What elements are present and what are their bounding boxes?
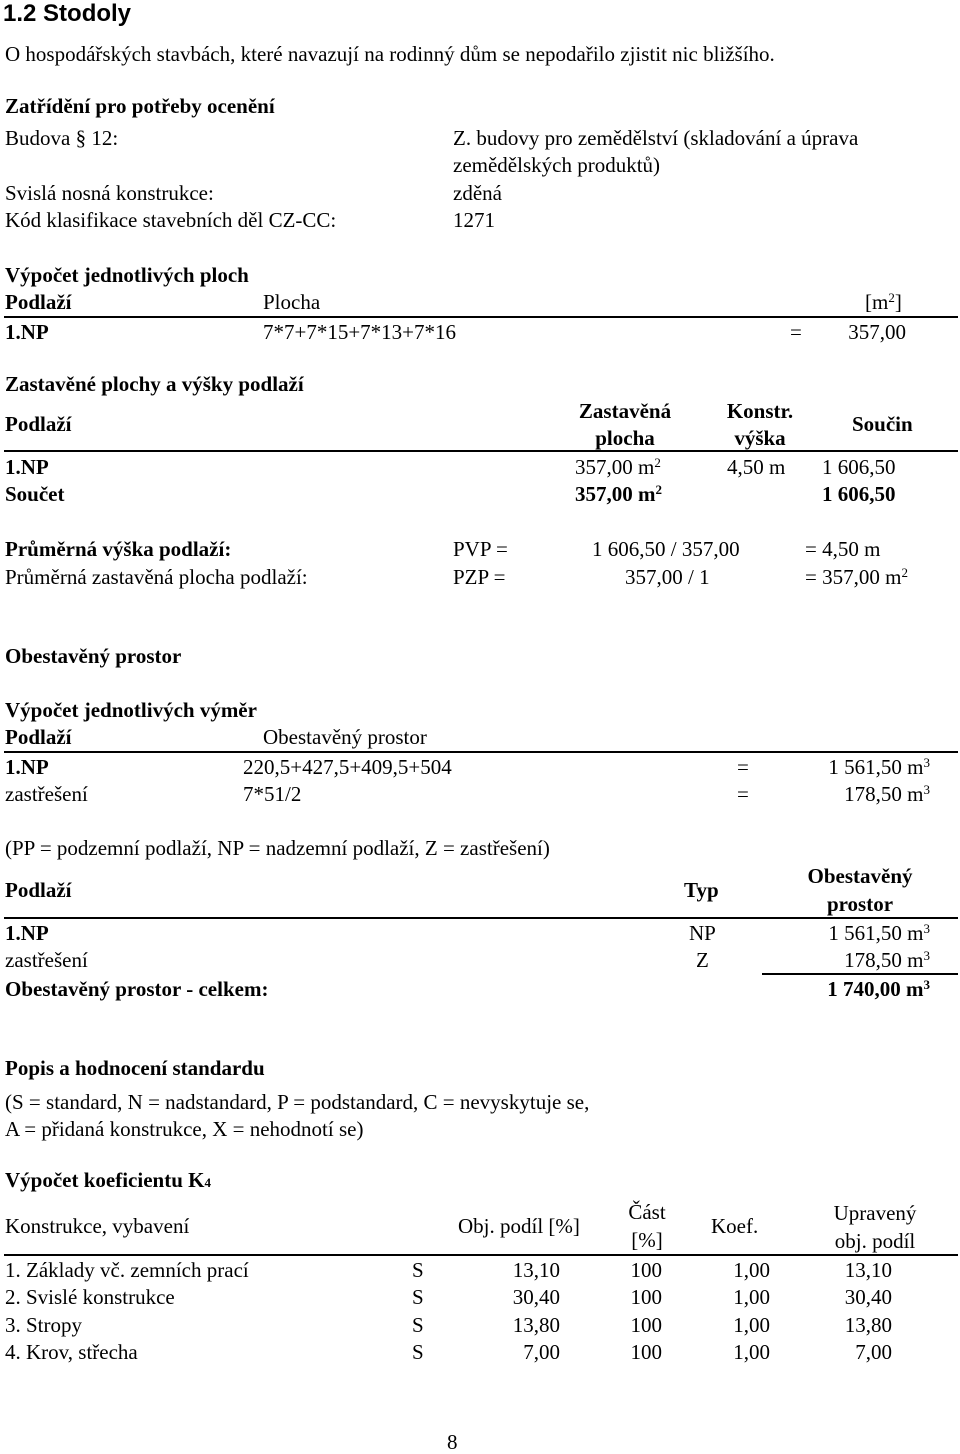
areas-row-eq: = xyxy=(790,320,802,344)
k4-row-adjusted: 30,40 xyxy=(844,1285,892,1309)
k4-row-name: 3. Stropy xyxy=(5,1313,83,1337)
volume-row-floor: 1.NP xyxy=(5,755,49,779)
k4-row-name: 2. Svislé konstrukce xyxy=(5,1285,175,1309)
k4-row-part: 100 xyxy=(630,1258,662,1282)
k4-col-adjusted-2: obj. podíl xyxy=(834,1229,916,1253)
volume-col-floor: Podlaží xyxy=(5,725,72,749)
volume-subtitle: Výpočet jednotlivých výměr xyxy=(5,698,257,722)
summary-col-volume-1: Obestavěný xyxy=(807,864,913,888)
k4-row-name: 4. Krov, střecha xyxy=(5,1340,138,1364)
areas-row-value: 357,00 xyxy=(848,320,906,344)
avg-height-result: = 4,50 m xyxy=(805,537,881,561)
avg-height-code: PVP = xyxy=(453,537,508,561)
volume-header-rule xyxy=(4,751,958,753)
summary-col-floor: Podlaží xyxy=(5,878,72,902)
areas-col-area: Plocha xyxy=(263,290,321,314)
standard-legend-1: (S = standard, N = nadstandard, P = podstandard, C = nevyskytuje se, xyxy=(5,1090,590,1114)
areas-header-rule xyxy=(4,316,958,318)
areas-row-formula: 7*7+7*15+7*13+7*16 xyxy=(263,320,457,344)
areas-title: Výpočet jednotlivých ploch xyxy=(5,263,249,287)
k4-row-part: 100 xyxy=(630,1285,662,1309)
k4-row-share: 13,10 xyxy=(512,1258,560,1282)
built-col-area-1: Zastavěná xyxy=(578,399,672,423)
built-row-area: 357,00 $m^2$ xyxy=(575,455,661,479)
summary-total-label: Obestavěný prostor - celkem: xyxy=(5,977,269,1001)
summary-total-value: 1 740,00 $m^3$ xyxy=(827,977,930,1001)
summary-row-floor: 1.NP xyxy=(5,921,49,945)
volume-row-eq: = xyxy=(737,755,749,779)
k4-row-coef: 1,00 xyxy=(733,1258,770,1282)
k4-header-rule xyxy=(4,1254,958,1256)
building-label: Budova § 12: xyxy=(5,126,119,150)
built-row-height: 4,50 m xyxy=(727,455,786,479)
standard-title: Popis a hodnocení standardu xyxy=(5,1056,265,1080)
building-value-line1: Z. budovy pro zemědělství (skladování a úprava xyxy=(453,126,859,150)
k4-row-coef: 1,00 xyxy=(733,1313,770,1337)
volume-row-floor: zastřešení xyxy=(5,782,88,806)
code-label: Kód klasifikace stavebních děl CZ-CC: xyxy=(5,208,337,232)
avg-area-code: PZP = xyxy=(453,565,506,589)
avg-height-formula: 1 606,50 / 357,00 xyxy=(592,537,740,561)
summary-row-type: Z xyxy=(696,948,709,972)
structure-value: zděná xyxy=(453,181,502,205)
k4-row-std: S xyxy=(412,1285,424,1309)
volume-row-formula: 7*51/2 xyxy=(243,782,302,806)
k4-row-adjusted: 13,80 xyxy=(844,1313,892,1337)
k4-row-adjusted: 13,10 xyxy=(844,1258,892,1282)
built-row-floor: 1.NP xyxy=(5,455,49,479)
built-title: Zastavěné plochy a výšky podlaží xyxy=(5,372,304,396)
summary-row-value: 178,50 $m^3$ xyxy=(844,948,930,972)
summary-col-volume-2: prostor xyxy=(826,892,894,916)
k4-col-construction: Konstrukce, vybavení xyxy=(5,1214,190,1238)
standard-legend-2: A = přidaná konstrukce, X = nehodnotí se) xyxy=(5,1117,364,1141)
avg-area-formula: 357,00 / 1 xyxy=(625,565,710,589)
built-col-height-1: Konstr. xyxy=(726,399,794,423)
k4-row-share: 30,40 xyxy=(512,1285,560,1309)
k4-col-coef: Koef. xyxy=(711,1214,759,1238)
page-title: 1.2 Stodoly xyxy=(3,0,132,27)
built-col-height-2: výška xyxy=(734,426,786,450)
avg-height-label: Průměrná výška podlaží: xyxy=(5,537,232,561)
avg-area-label: Průměrná zastavěná plocha podlaží: xyxy=(5,565,308,589)
volume-col-volume: Obestavěný prostor xyxy=(263,725,427,749)
built-sum-label: Součet xyxy=(5,482,65,506)
building-value-line2: zemědělských produktů) xyxy=(453,153,661,177)
intro-text: O hospodářských stavbách, které navazují na rodinný dům se nepodařilo zjistit nic bližšího. xyxy=(5,42,775,66)
volume-title: Obestavěný prostor xyxy=(5,644,182,668)
areas-row-floor: 1.NP xyxy=(5,320,49,344)
summary-col-type: Typ xyxy=(684,878,719,902)
k4-row-adjusted: 7,00 xyxy=(855,1340,892,1364)
k4-row-coef: 1,00 xyxy=(733,1340,770,1364)
summary-header-rule xyxy=(4,917,958,919)
k4-col-part-1: Část xyxy=(628,1200,666,1224)
built-header-rule xyxy=(4,450,958,452)
areas-col-unit: $[m^2]$ xyxy=(865,290,902,314)
k4-col-share: Obj. podíl [%] xyxy=(458,1214,580,1238)
k4-col-adjusted-1: Upravený xyxy=(833,1201,917,1225)
areas-col-floor: Podlaží xyxy=(5,290,72,314)
k4-row-std: S xyxy=(412,1340,424,1364)
k4-row-part: 100 xyxy=(630,1340,662,1364)
k4-row-std: S xyxy=(412,1313,424,1337)
summary-total-rule xyxy=(762,973,958,975)
structure-label: Svislá nosná konstrukce: xyxy=(5,181,214,205)
volume-row-value: 1 561,50 $m^3$ xyxy=(828,755,930,779)
built-col-product: Součin xyxy=(852,412,913,436)
k4-row-share: 13,80 xyxy=(512,1313,560,1337)
built-col-floor: Podlaží xyxy=(5,412,72,436)
summary-row-value: 1 561,50 $m^3$ xyxy=(828,921,930,945)
k4-title: Výpočet koeficientu $K_4$ xyxy=(5,1168,211,1192)
avg-area-result: = 357,00 $m^2$ xyxy=(805,565,908,589)
built-sum-area: 357,00 $m^2$ xyxy=(575,482,662,506)
classification-title: Zatřídění pro potřeby ocenění xyxy=(5,94,275,118)
k4-row-std: S xyxy=(412,1258,424,1282)
summary-row-floor: zastřešení xyxy=(5,948,88,972)
built-row-product: 1 606,50 xyxy=(822,455,896,479)
volume-row-value: 178,50 $m^3$ xyxy=(844,782,930,806)
code-value: 1271 xyxy=(453,208,495,232)
volume-row-formula: 220,5+427,5+409,5+504 xyxy=(243,755,452,779)
k4-row-share: 7,00 xyxy=(523,1340,560,1364)
k4-col-part-2: [%] xyxy=(631,1228,663,1252)
built-sum-product: 1 606,50 xyxy=(822,482,896,506)
k4-row-name: 1. Základy vč. zemních prací xyxy=(5,1258,249,1282)
k4-row-coef: 1,00 xyxy=(733,1285,770,1309)
built-col-area-2: plocha xyxy=(595,426,655,450)
volume-row-eq: = xyxy=(737,782,749,806)
page-number: 8 xyxy=(447,1430,458,1454)
volume-legend: (PP = podzemní podlaží, NP = nadzemní podlaží, Z = zastřešení) xyxy=(5,836,550,860)
k4-row-part: 100 xyxy=(630,1313,662,1337)
summary-row-type: NP xyxy=(689,921,716,945)
